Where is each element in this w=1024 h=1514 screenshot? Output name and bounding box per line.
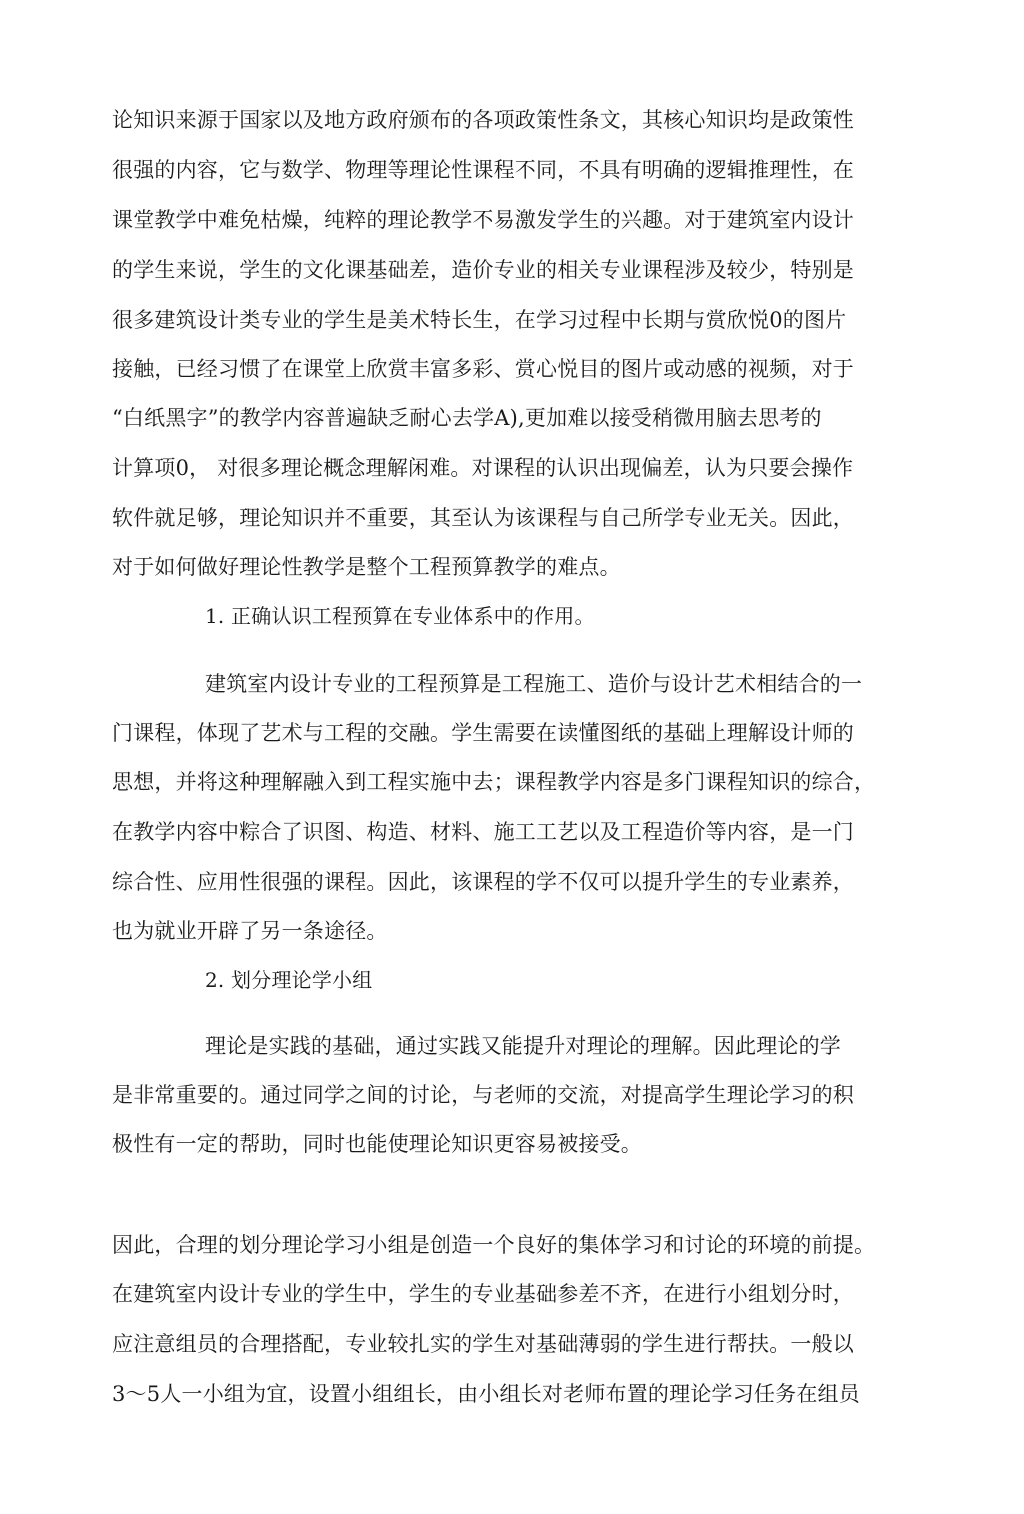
paragraph-2-line-3: 思想，并将这种理解融入到工程实施中去；课程教学内容是多门课程知识的综合， (112, 770, 876, 794)
paragraph-1-line-7: “白纸黑字”的教学内容普遍缺乏耐心去学A),更加难以接受稍微用脑去思考的 (112, 406, 822, 430)
paragraph-2-line-5: 综合性、应用性很强的课程。因此，该课程的学不仅可以提升学生的专业素养， (112, 870, 854, 894)
paragraph-1-line-9: 软件就足够，理论知识并不重要，其至认为该课程与自己所学专业无关。因此， (112, 506, 854, 530)
section-heading-2: 2. 划分理论学小组 (205, 968, 373, 992)
paragraph-3-line-2: 是非常重要的。通过同学之间的讨论，与老师的交流，对提高学生理论学习的积 (112, 1083, 854, 1107)
paragraph-4-line-3: 应注意组员的合理搭配，专业较扎实的学生对基础薄弱的学生进行帮扶。一般以 (112, 1332, 854, 1356)
paragraph-1-line-2: 很强的内容，它与数学、物理等理论性课程不同，不具有明确的逻辑推理性，在 (112, 158, 854, 182)
paragraph-1-line-3: 课堂教学中难免枯燥，纯粹的理论教学不易激发学生的兴趣。对于建筑室内设计 (112, 208, 854, 232)
paragraph-1-line-8: 计算项0， 对很多理论概念理解闲难。对课程的认识出现偏差，认为只要会操作 (112, 456, 854, 480)
paragraph-2-line-2: 门课程，体现了艺术与工程的交融。学生需要在读懂图纸的基础上理解设计师的 (112, 721, 854, 745)
paragraph-2-line-4: 在教学内容中粽合了识图、构造、材料、施工工艺以及工程造价等内容，是一门 (112, 820, 854, 844)
paragraph-3-line-3: 极性有一定的帮助，同时也能使理论知识更容易被接受。 (112, 1132, 642, 1156)
paragraph-2-line-1: 建筑室内设计专业的工程预算是工程施工、造价与设计艺术相结合的一 (205, 672, 863, 696)
paragraph-1-line-6: 接触，已经习惯了在课堂上欣赏丰富多彩、赏心悦目的图片或动感的视频，对于 (112, 357, 854, 381)
paragraph-1-line-10: 对于如何做好理论性教学是整个工程预算教学的难点。 (112, 555, 621, 579)
paragraph-1-line-1: 论知识来源于国家以及地方政府颁布的各项政策性条文，其核心知识均是政策性 (112, 108, 854, 132)
paragraph-1-line-5: 很多建筑设计类专业的学生是美术特长生，在学习过程中长期与赏欣悦0的图片 (112, 308, 847, 332)
paragraph-2-line-6: 也为就业开辟了另一条途径。 (112, 919, 388, 943)
paragraph-4-line-4: 3～5人一小组为宜，设置小组组长，由小组长对老师布置的理论学习任务在组员 (112, 1382, 860, 1406)
paragraph-4-line-2: 在建筑室内设计专业的学生中，学生的专业基础参差不齐，在进行小组划分时， (112, 1282, 854, 1306)
paragraph-3-line-1: 理论是实践的基础，通过实践又能提升对理论的理解。因此理论的学 (205, 1034, 841, 1058)
section-heading-1: 1. 正确认识工程预算在专业体系中的作用。 (205, 604, 595, 628)
paragraph-1-line-4: 的学生来说，学生的文化课基础差，造价专业的相关专业课程涉及较少，特别是 (112, 258, 854, 282)
paragraph-4-line-1: 因此，合理的划分理论学习小组是创造一个良好的集体学习和讨论的环境的前提。 (112, 1233, 876, 1257)
